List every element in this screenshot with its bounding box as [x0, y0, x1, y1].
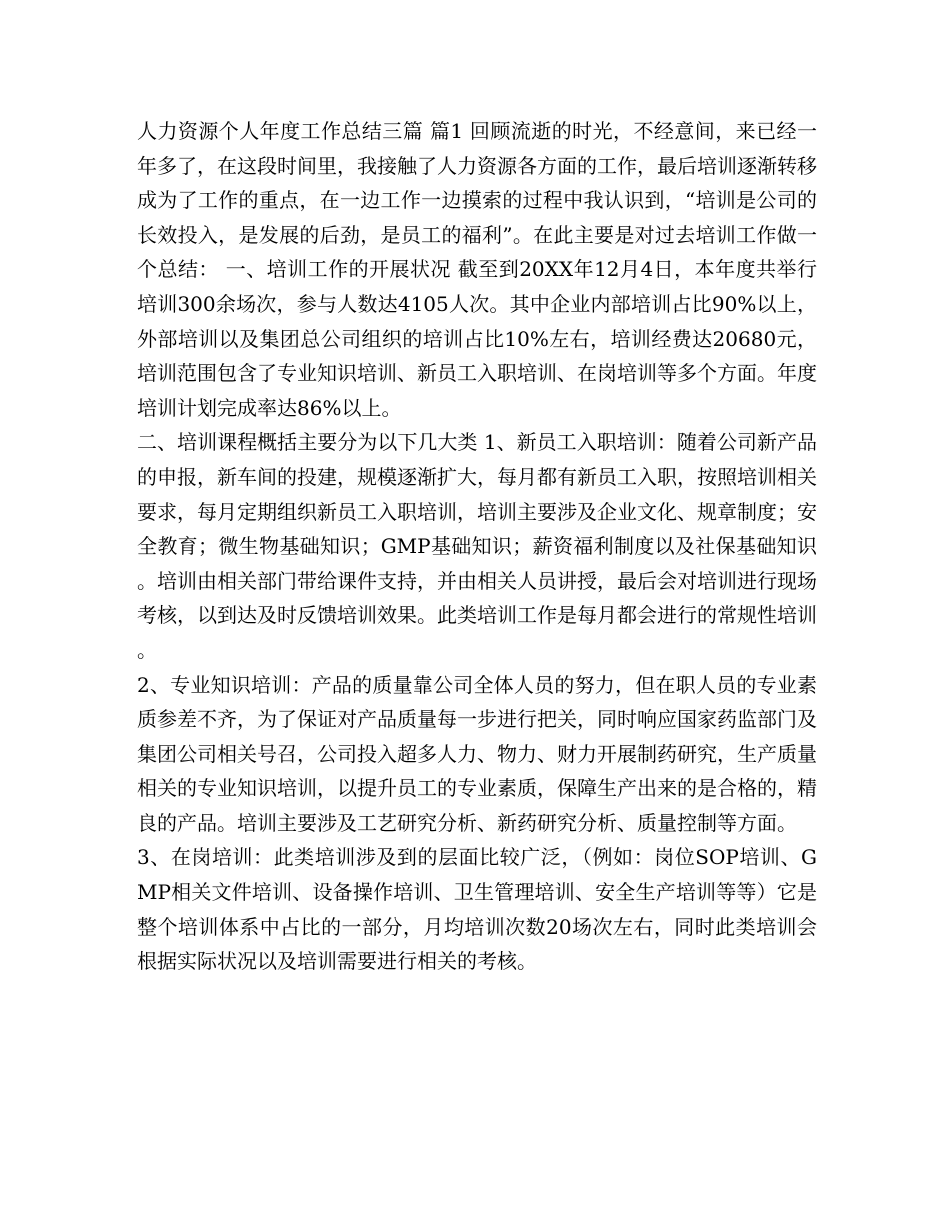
document-body [137, 114, 817, 979]
paragraph-course-overview: 二、培训课程概括主要分为以下几大类 1、新员工入职培训：随着公司新产品的申报，新车间的投建，规模逐渐扩大，每月都有新员工入职，按照培训相关要求，每月定期组织新员工入职培训，培训主要涉及企业文化、规章制度；安全教育；微生物基础知识；GMP基础知识；薪资福利制度以及社保基础知识。培训由相关部门带给课件支持，并由相关人员讲授，最后会对培训进行现场考核，以到达及时反馈培训效果。此类培训工作是每月都会进行的常规性培训。 [137, 430, 817, 662]
paragraph-intro-summary: 人力资源个人年度工作总结三篇 篇1 回顾流逝的时光，不经意间，来已经一年多了，在这段时间里，我接触了人力资源各方面的工作，最后培训逐渐转移成为了工作的重点，在一边工作一边摸索的过程中我认识到，“培训是公司的长效投入，是发展的后劲，是员工的福利”。在此主要是对过去培训工作做一个总结： 一、培训工作的开展状况 截至到20XX年12月4日，本年度共举行培训300余场次，参与人数达4105人次。其中企业内部培训占比90%以上，外部培训以及集团总公司组织的培训占比10%左右，培训经费达20680元，培训范围包含了专业知识培训、新员工入职培训、在岗培训等多个方面。年度培训计划完成率达86%以上。 [137, 119, 817, 420]
paragraph-onsite-training: 3、在岗培训：此类培训涉及到的层面比较广泛，（例如：岗位SOP培训、GMP相关文件培训、设备操作培训、卫生管理培训、安全生产培训等等）它是整个培训体系中占比的一部分，月均培训次数20场次左右，同时此类培训会根据实际状况以及培训需要进行相关的考核。 [137, 845, 817, 974]
paragraph-professional-training: 2、专业知识培训：产品的质量靠公司全体人员的努力，但在职人员的专业素质参差不齐，为了保证对产品质量每一步进行把关，同时响应国家药监部门及集团公司相关号召，公司投入超多人力、物力、财力开展制药研究，生产质量相关的专业知识培训，以提升员工的专业素质，保障生产出来的是合格的，精良的产品。培训主要涉及工艺研究分析、新药研究分析、质量控制等方面。 [137, 672, 817, 835]
